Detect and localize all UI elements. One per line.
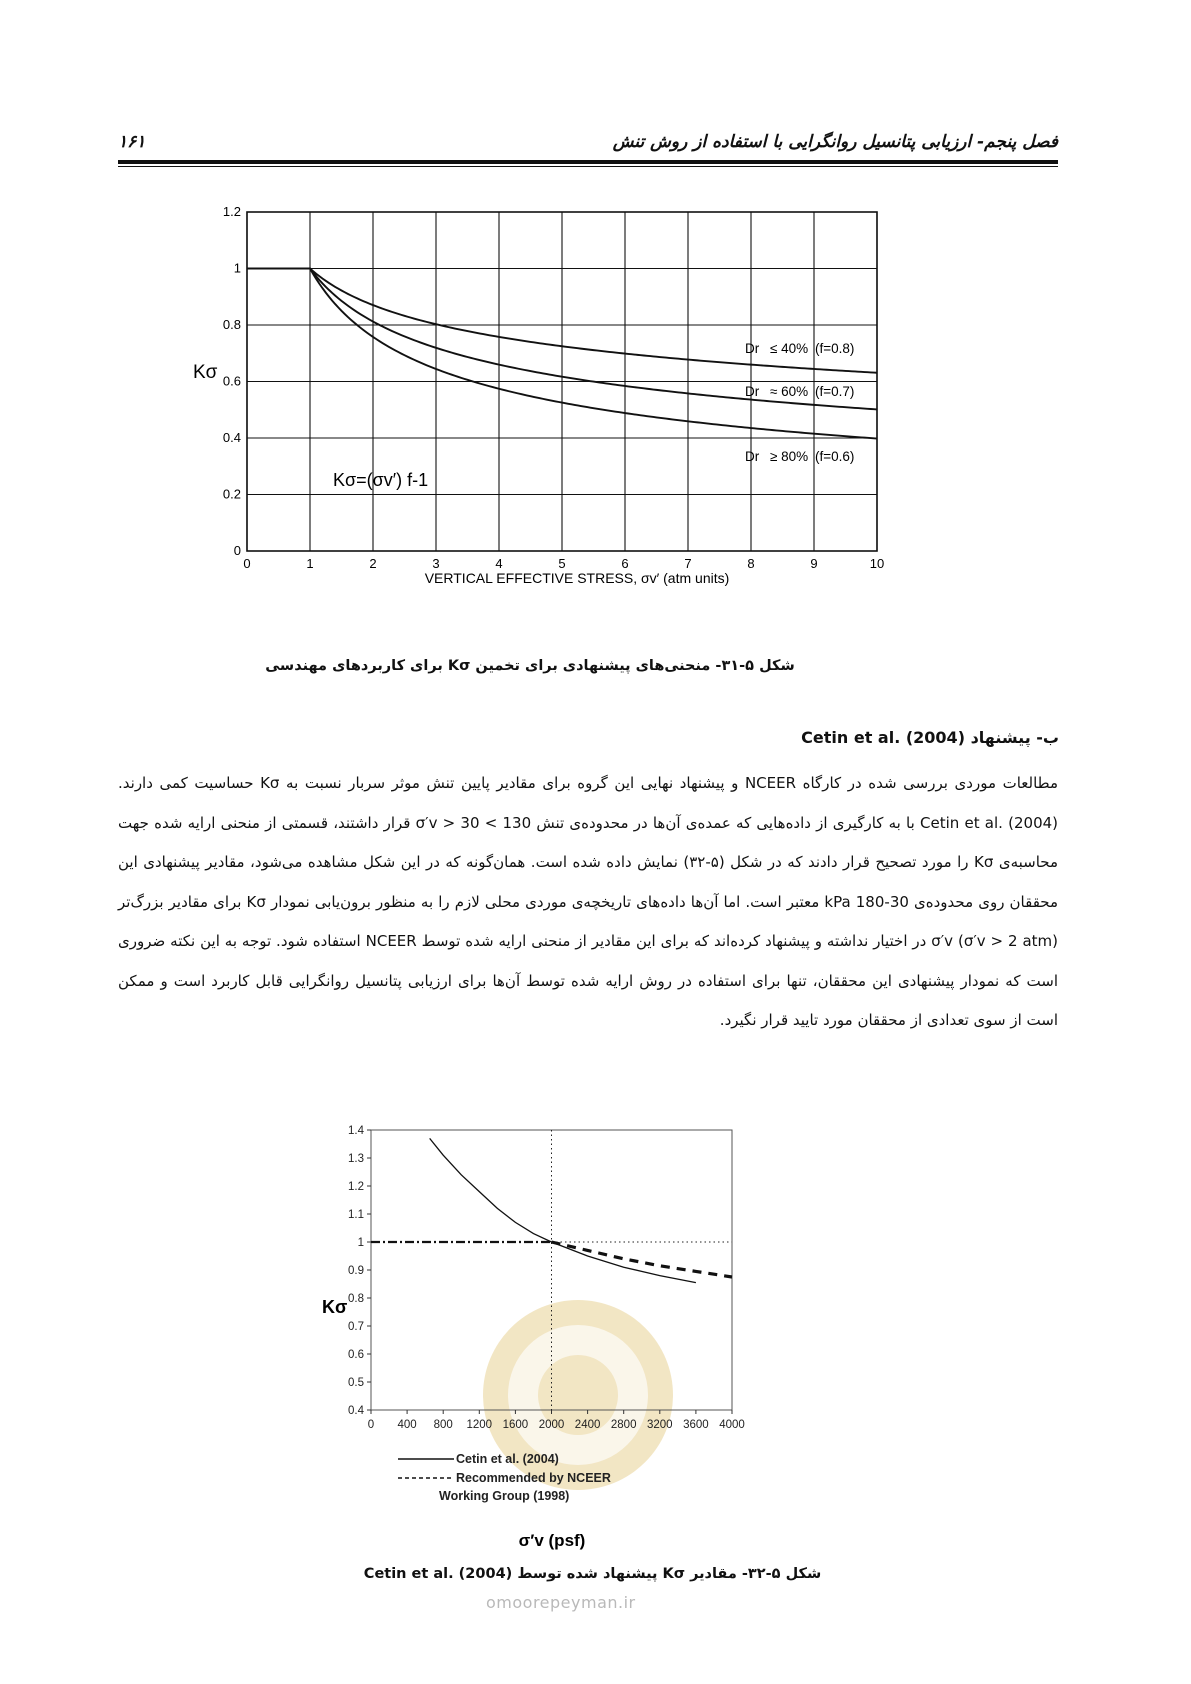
- y-tick-label: 1.1: [348, 1209, 364, 1221]
- formula-label: Kσ=(σv′) f-1: [333, 470, 429, 490]
- x-tick-label: 3: [432, 556, 440, 571]
- legend-dr: Dr: [745, 341, 760, 356]
- legend-f: (f=0.8): [815, 341, 855, 356]
- figure2-caption: شکل ۵-۳۲- مقادیر Kσ پیشنهاد شده توسط Cetin et al. (2004): [363, 1566, 822, 1582]
- x-tick-label: 4: [495, 556, 503, 571]
- y-tick-label: 0.2: [222, 486, 241, 502]
- y-tick-label: 0.4: [348, 1405, 364, 1417]
- y-tick-label: 1.2: [348, 1181, 364, 1193]
- body-paragraph: مطالعات موردی بررسی شده در کارگاه NCEER و پیشنهاد نهایی این گروه برای مقادیر پایین تنش موثر سربار نسبت به Kσ حساسیت کمی دارند. Cetin et al. (2004) با به کارگیری از داده‌هایی که عمده‌ی آن‌ها در محدوده‌ی تنش 130 > σ′v > 30 قرار داشتند، قسمتی از منحنی ارایه شده جهت محاسبه‌ی Kσ را مورد تصحیح قرار دادند که در شکل (۵-۳۲) نمایش داده شده است. همان‌گونه که در این شکل مشاهده می‌شود، مقادیر پیشنهادی این محققان روی محدوده‌ی 30-180 kPa معتبر است. اما آن‌ها داده‌های تاریخچه‌ی موردی محلی لازم را به منظور برون‌یابی نمودار Kσ برای مقادیر بزرگ‌تر σ′v (σ′v > 2 atm) در اختیار نداشته و پیشنهاد کرده‌اند که برای این مقادیر از منحنی ارایه شده توسط NCEER استفاده شود. توجه به این نکته ضروری است که نمودار پیشنهادی این محققان، تنها برای استفاده در روش ارایه شده توسط آن‌ها برای ارزیابی پتانسیل روانگرایی قابل کاربرد است و ممکن است از سوی تعدادی از محققان مورد تایید قرار نگیرد.: [118, 774, 1059, 1029]
- x-tick-label: 3200: [647, 1419, 673, 1431]
- y-tick-label: 0: [233, 543, 241, 558]
- x-tick-label: 800: [433, 1419, 453, 1431]
- y-tick-label: 1: [357, 1237, 364, 1249]
- watermark-url: omoorepeyman.ir: [486, 1593, 636, 1612]
- header-rule: [118, 160, 1058, 164]
- y-tick-label: 0.6: [222, 373, 241, 389]
- x-tick-label: 6: [621, 556, 629, 571]
- x-tick-label: 2800: [610, 1419, 637, 1431]
- y-tick-label: 0.7: [348, 1321, 364, 1333]
- x-tick-label: 0: [243, 556, 251, 571]
- x-tick-label: 1600: [502, 1419, 529, 1431]
- header-rule-thin: [118, 166, 1058, 167]
- legend-label: Recommended by NCEER: [456, 1471, 611, 1485]
- y-tick-label: 0.8: [348, 1293, 364, 1305]
- y-tick-label: 1: [233, 260, 241, 276]
- x-tick-label: 2: [369, 556, 377, 571]
- x-tick-label: 2400: [574, 1419, 601, 1431]
- legend-f: (f=0.6): [815, 449, 855, 464]
- y-tick-label: 0.8: [222, 317, 241, 332]
- x-axis-label: σ′v (psf): [518, 1531, 586, 1550]
- page-header: [118, 130, 1058, 164]
- x-tick-label: 4000: [719, 1419, 745, 1431]
- chapter-title: فصل پنجم- ارزیابی پتانسیل روانگرایی با استفاده از روش تنش: [612, 132, 1058, 152]
- x-tick-label: 9: [810, 556, 818, 571]
- y-tick-label: 1.4: [348, 1125, 364, 1137]
- legend-relation: ≈ 60%: [770, 384, 809, 399]
- y-tick-label: 0.6: [348, 1349, 364, 1361]
- x-tick-label: 0: [367, 1419, 375, 1431]
- x-tick-label: 3600: [683, 1419, 709, 1431]
- x-tick-label: 1: [306, 556, 314, 571]
- y-axis-label: Kσ: [193, 362, 218, 383]
- x-tick-label: 8: [747, 556, 755, 571]
- x-tick-label: 10: [869, 556, 885, 571]
- x-tick-label: 2000: [538, 1419, 565, 1431]
- y-tick-label: 1.2: [222, 204, 241, 219]
- section-heading: ب- پیشنهاد Cetin et al. (2004): [801, 728, 1059, 747]
- figure-ksigma-curves: [185, 204, 905, 598]
- y-tick-label: 1.3: [348, 1153, 364, 1165]
- y-axis-label: Kσ: [322, 1297, 348, 1317]
- y-tick-label: 0.4: [222, 430, 241, 445]
- legend-dr: Dr: [745, 384, 760, 399]
- x-tick-label: 400: [397, 1419, 417, 1431]
- page-number: ۱۶۱: [118, 132, 146, 152]
- y-tick-label: 0.5: [348, 1377, 364, 1389]
- legend-dr: Dr: [745, 449, 760, 464]
- legend: [745, 341, 854, 464]
- legend-relation: ≤ 40%: [770, 341, 809, 356]
- figure1-caption: شکل ۵-۳۱- منحنی‌های پیشنهادی برای تخمین Kσ برای کاربردهای مهندسی: [265, 658, 795, 674]
- x-tick-label: 5: [558, 556, 566, 571]
- chart-grid: [247, 212, 877, 551]
- legend-label: Working Group (1998): [439, 1489, 570, 1503]
- x-tick-label: 1200: [466, 1419, 493, 1431]
- figure-cetin-ksigma: [322, 1120, 826, 1560]
- x-tick-label: 7: [684, 556, 692, 571]
- cetin-curve-line: [430, 1138, 696, 1282]
- legend-relation: ≥ 80%: [770, 449, 809, 464]
- y-tick-label: 0.9: [348, 1265, 364, 1277]
- legend-label: Cetin et al. (2004): [456, 1452, 559, 1466]
- x-axis-label: VERTICAL EFFECTIVE STRESS, σv′ (atm units): [424, 570, 730, 586]
- legend-f: (f=0.7): [815, 384, 855, 399]
